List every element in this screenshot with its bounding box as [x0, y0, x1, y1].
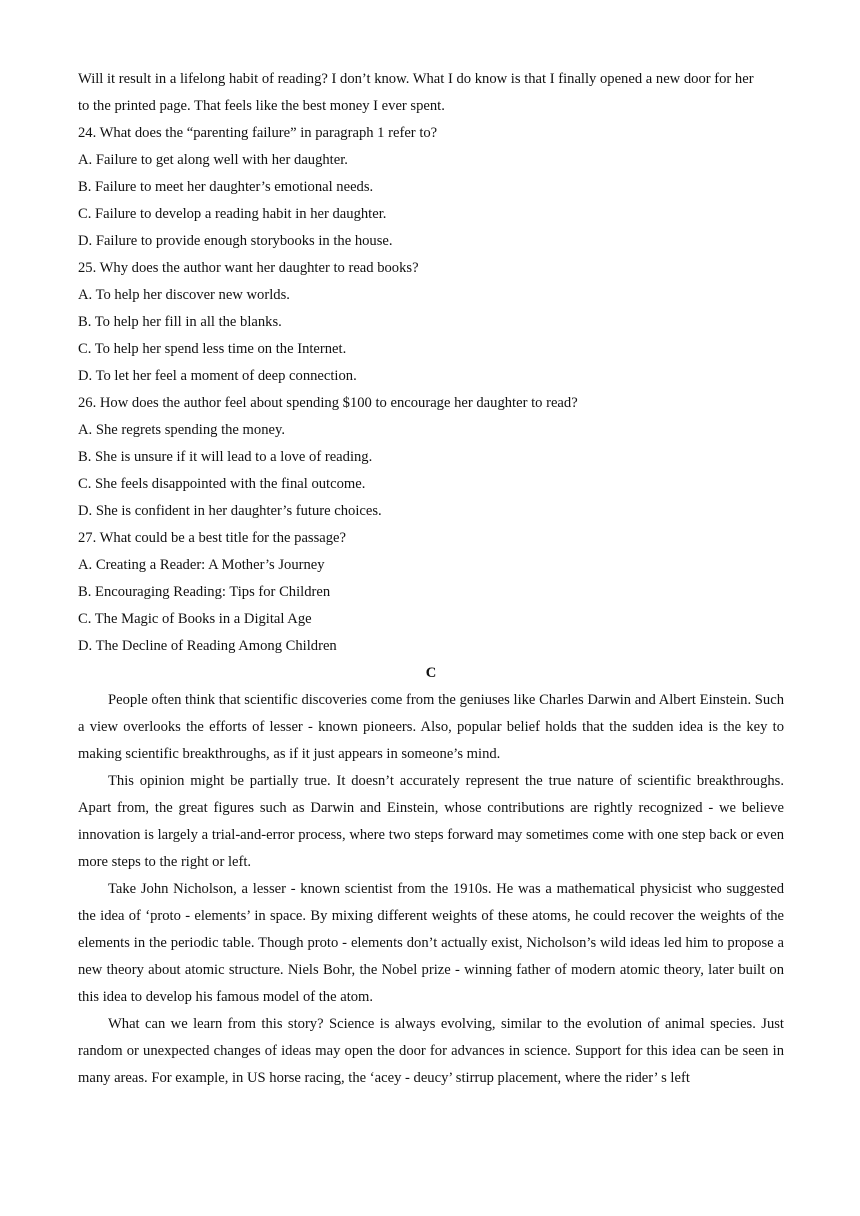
question-24 — [78, 120, 784, 255]
passage-paragraph: Take John Nicholson, a lesser - known scientist from the 1910s. He was a mathematical physicist who suggested the idea of ‘proto - elements’ in space. By mixing different weights of these atoms, he could recover the weights of the elements in the periodic table. Though proto - elements don’t actually exist, Nicholson’s wild ideas led him to propose a new theory about atomic structure. Niels Bohr, the Nobel prize - winning father of modern atomic theory, later built on this idea to develop his famous model of the atom. — [78, 881, 784, 1005]
option-b: B. To help her fill in all the blanks. — [78, 314, 282, 330]
question-stem: 27. What could be a best title for the passage? — [78, 530, 347, 546]
option-c: C. She feels disappointed with the final outcome. — [78, 476, 366, 492]
document-page — [78, 66, 784, 1092]
question-stem: 25. Why does the author want her daughter to read books? — [78, 260, 419, 276]
option-d: D. Failure to provide enough storybooks in the house. — [78, 233, 393, 249]
question-25 — [78, 255, 784, 390]
option-c: C. To help her spend less time on the Internet. — [78, 341, 347, 357]
option-a: A. She regrets spending the money. — [78, 422, 285, 438]
option-b: B. She is unsure if it will lead to a love of reading. — [78, 449, 373, 465]
option-c: C. Failure to develop a reading habit in her daughter. — [78, 206, 387, 222]
option-a: A. Creating a Reader: A Mother’s Journey — [78, 557, 325, 573]
passage-paragraph: People often think that scientific discoveries come from the geniuses like Charles Darwin and Albert Einstein. Such a view overlooks the efforts of lesser - known pioneers. Also, popular belief holds that the sudden idea is the key to making scientific breakthroughs, as if it just appears in someone’s mind. — [78, 692, 784, 762]
option-d: D. To let her feel a moment of deep connection. — [78, 368, 357, 384]
option-b: B. Encouraging Reading: Tips for Children — [78, 584, 331, 600]
question-stem: 24. What does the “parenting failure” in paragraph 1 refer to? — [78, 125, 438, 141]
option-a: A. To help her discover new worlds. — [78, 287, 290, 303]
option-d: D. She is confident in her daughter’s future choices. — [78, 503, 382, 519]
section-heading: C — [425, 665, 437, 681]
question-27 — [78, 525, 784, 660]
option-a: A. Failure to get along well with her daughter. — [78, 152, 348, 168]
question-stem: 26. How does the author feel about spending $100 to encourage her daughter to read? — [78, 395, 578, 411]
option-c: C. The Magic of Books in a Digital Age — [78, 611, 312, 627]
passage-paragraph: This opinion might be partially true. It doesn’t accurately represent the true nature of scientific breakthroughs. Apart from, the great figures such as Darwin and Einstein, whose contributions are rightly recognized - we believe innovation is largely a trial-and-error process, where two steps forward may sometimes come with one step back or even more steps to the right or left. — [78, 773, 784, 870]
passage-paragraph: What can we learn from this story? Science is always evolving, similar to the evolution of animal species. Just random or unexpected changes of ideas may open the door for advances in science. Support for this idea can be seen in many areas. For example, in US horse racing, the ‘acey - deucy’ stirrup placement, where the rider’ s left — [78, 1016, 784, 1086]
intro-line-2: to the printed page. That feels like the best money I ever spent. — [78, 98, 445, 114]
option-b: B. Failure to meet her daughter’s emotional needs. — [78, 179, 374, 195]
intro-line-1: Will it result in a lifelong habit of reading? I don’t know. What I do know is that I finally opened a new door for her — [78, 71, 754, 87]
question-26 — [78, 390, 784, 525]
option-d: D. The Decline of Reading Among Children — [78, 638, 337, 654]
